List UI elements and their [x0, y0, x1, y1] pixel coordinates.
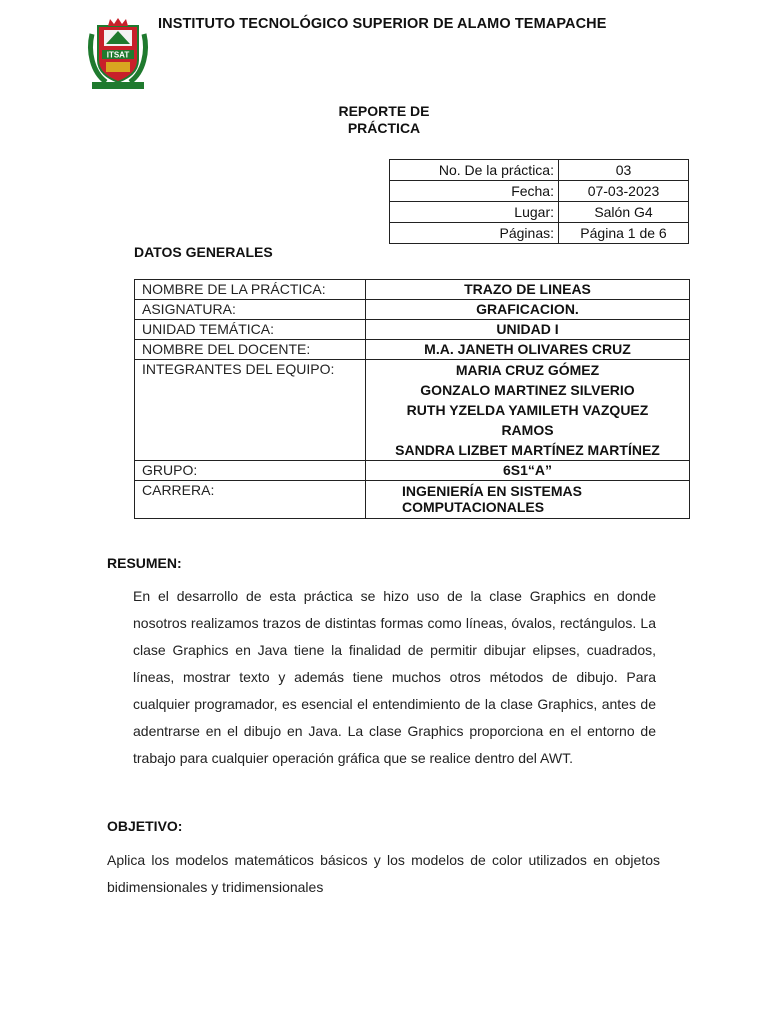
summary-text: En el desarrollo de esta práctica se hizo uso de la clase Graphics en donde nosotros realizamos trazos de distintas formas como líneas, óvalos, rectángulos. La clase Graphics en Java tiene la finalidad de permitir dibujar elipses, cuadrados, líneas, mostrar texto y además tiene muchos otros métodos de dibujo. Para cualquier programador, es esencial el entendimiento de la clase Graphics, antes de adentrarse en el dibujo en Java. La clase Graphics proporciona en el entorno de trabajo para cualquier operación gráfica que se realice dentro del AWT.: [133, 588, 656, 766]
unit-label: UNIDAD TEMÁTICA:: [135, 320, 366, 340]
team-member: MARIA CRUZ GÓMEZ: [455, 362, 600, 378]
info-row: [390, 202, 689, 223]
info-label: No. De la práctica:: [390, 160, 559, 181]
table-row: [135, 300, 690, 320]
info-value: 07-03-2023: [559, 181, 689, 202]
unit-value: UNIDAD I: [366, 320, 690, 340]
institution-title: INSTITUTO TECNOLÓGICO SUPERIOR DE ALAMO TEMAPACHE: [158, 16, 607, 32]
team-members: [366, 360, 690, 461]
subject-value: GRAFICACION.: [366, 300, 690, 320]
info-label: Fecha:: [390, 181, 559, 202]
info-value: Salón G4: [559, 202, 689, 223]
career-label: CARRERA:: [135, 481, 366, 519]
career-line: COMPUTACIONALES: [402, 499, 545, 515]
table-row: [135, 481, 690, 519]
info-value: Página 1 de 6: [559, 223, 689, 244]
info-value: 03: [559, 160, 689, 181]
summary-title: RESUMEN:: [107, 555, 182, 571]
teacher-value: M.A. JANETH OLIVARES CRUZ: [366, 340, 690, 360]
practice-info-table: [389, 159, 689, 244]
group-value: 6S1“A”: [366, 461, 690, 481]
career-line: INGENIERÍA EN SISTEMAS: [402, 483, 582, 499]
table-row: [135, 280, 690, 300]
general-data-table: [134, 279, 690, 519]
table-row: [135, 340, 690, 360]
info-label: Páginas:: [390, 223, 559, 244]
table-row: [135, 461, 690, 481]
teacher-label: NOMBRE DEL DOCENTE:: [135, 340, 366, 360]
practice-name-label: NOMBRE DE LA PRÁCTICA:: [135, 280, 366, 300]
info-row: [390, 160, 689, 181]
info-row: [390, 181, 689, 202]
report-title-line1: REPORTE DE: [338, 103, 430, 119]
general-data-title: DATOS GENERALES: [134, 244, 273, 260]
info-label: Lugar:: [390, 202, 559, 223]
team-member: RUTH YZELDA YAMILETH VAZQUEZ: [406, 402, 649, 418]
team-member: RAMOS: [501, 422, 554, 438]
institution-logo: [86, 16, 150, 92]
objective-text: Aplica los modelos matemáticos básicos y los modelos de color utilizados en objetos bidimensionales y tridimensionales: [107, 852, 660, 895]
subject-label: ASIGNATURA:: [135, 300, 366, 320]
report-title: [300, 103, 468, 137]
team-label: INTEGRANTES DEL EQUIPO:: [135, 360, 366, 461]
svg-text:ITSAT: ITSAT: [106, 50, 130, 60]
team-member: GONZALO MARTINEZ SILVERIO: [420, 382, 635, 398]
group-label: GRUPO:: [135, 461, 366, 481]
info-row: [390, 223, 689, 244]
practice-name-value: TRAZO DE LINEAS: [366, 280, 690, 300]
career-value: [366, 481, 690, 519]
table-row: [135, 320, 690, 340]
objective-title: OBJETIVO:: [107, 818, 183, 834]
table-row: [135, 360, 690, 461]
team-member: SANDRA LIZBET MARTÍNEZ MARTÍNEZ: [395, 442, 660, 458]
report-title-line2: PRÁCTICA: [347, 120, 421, 136]
